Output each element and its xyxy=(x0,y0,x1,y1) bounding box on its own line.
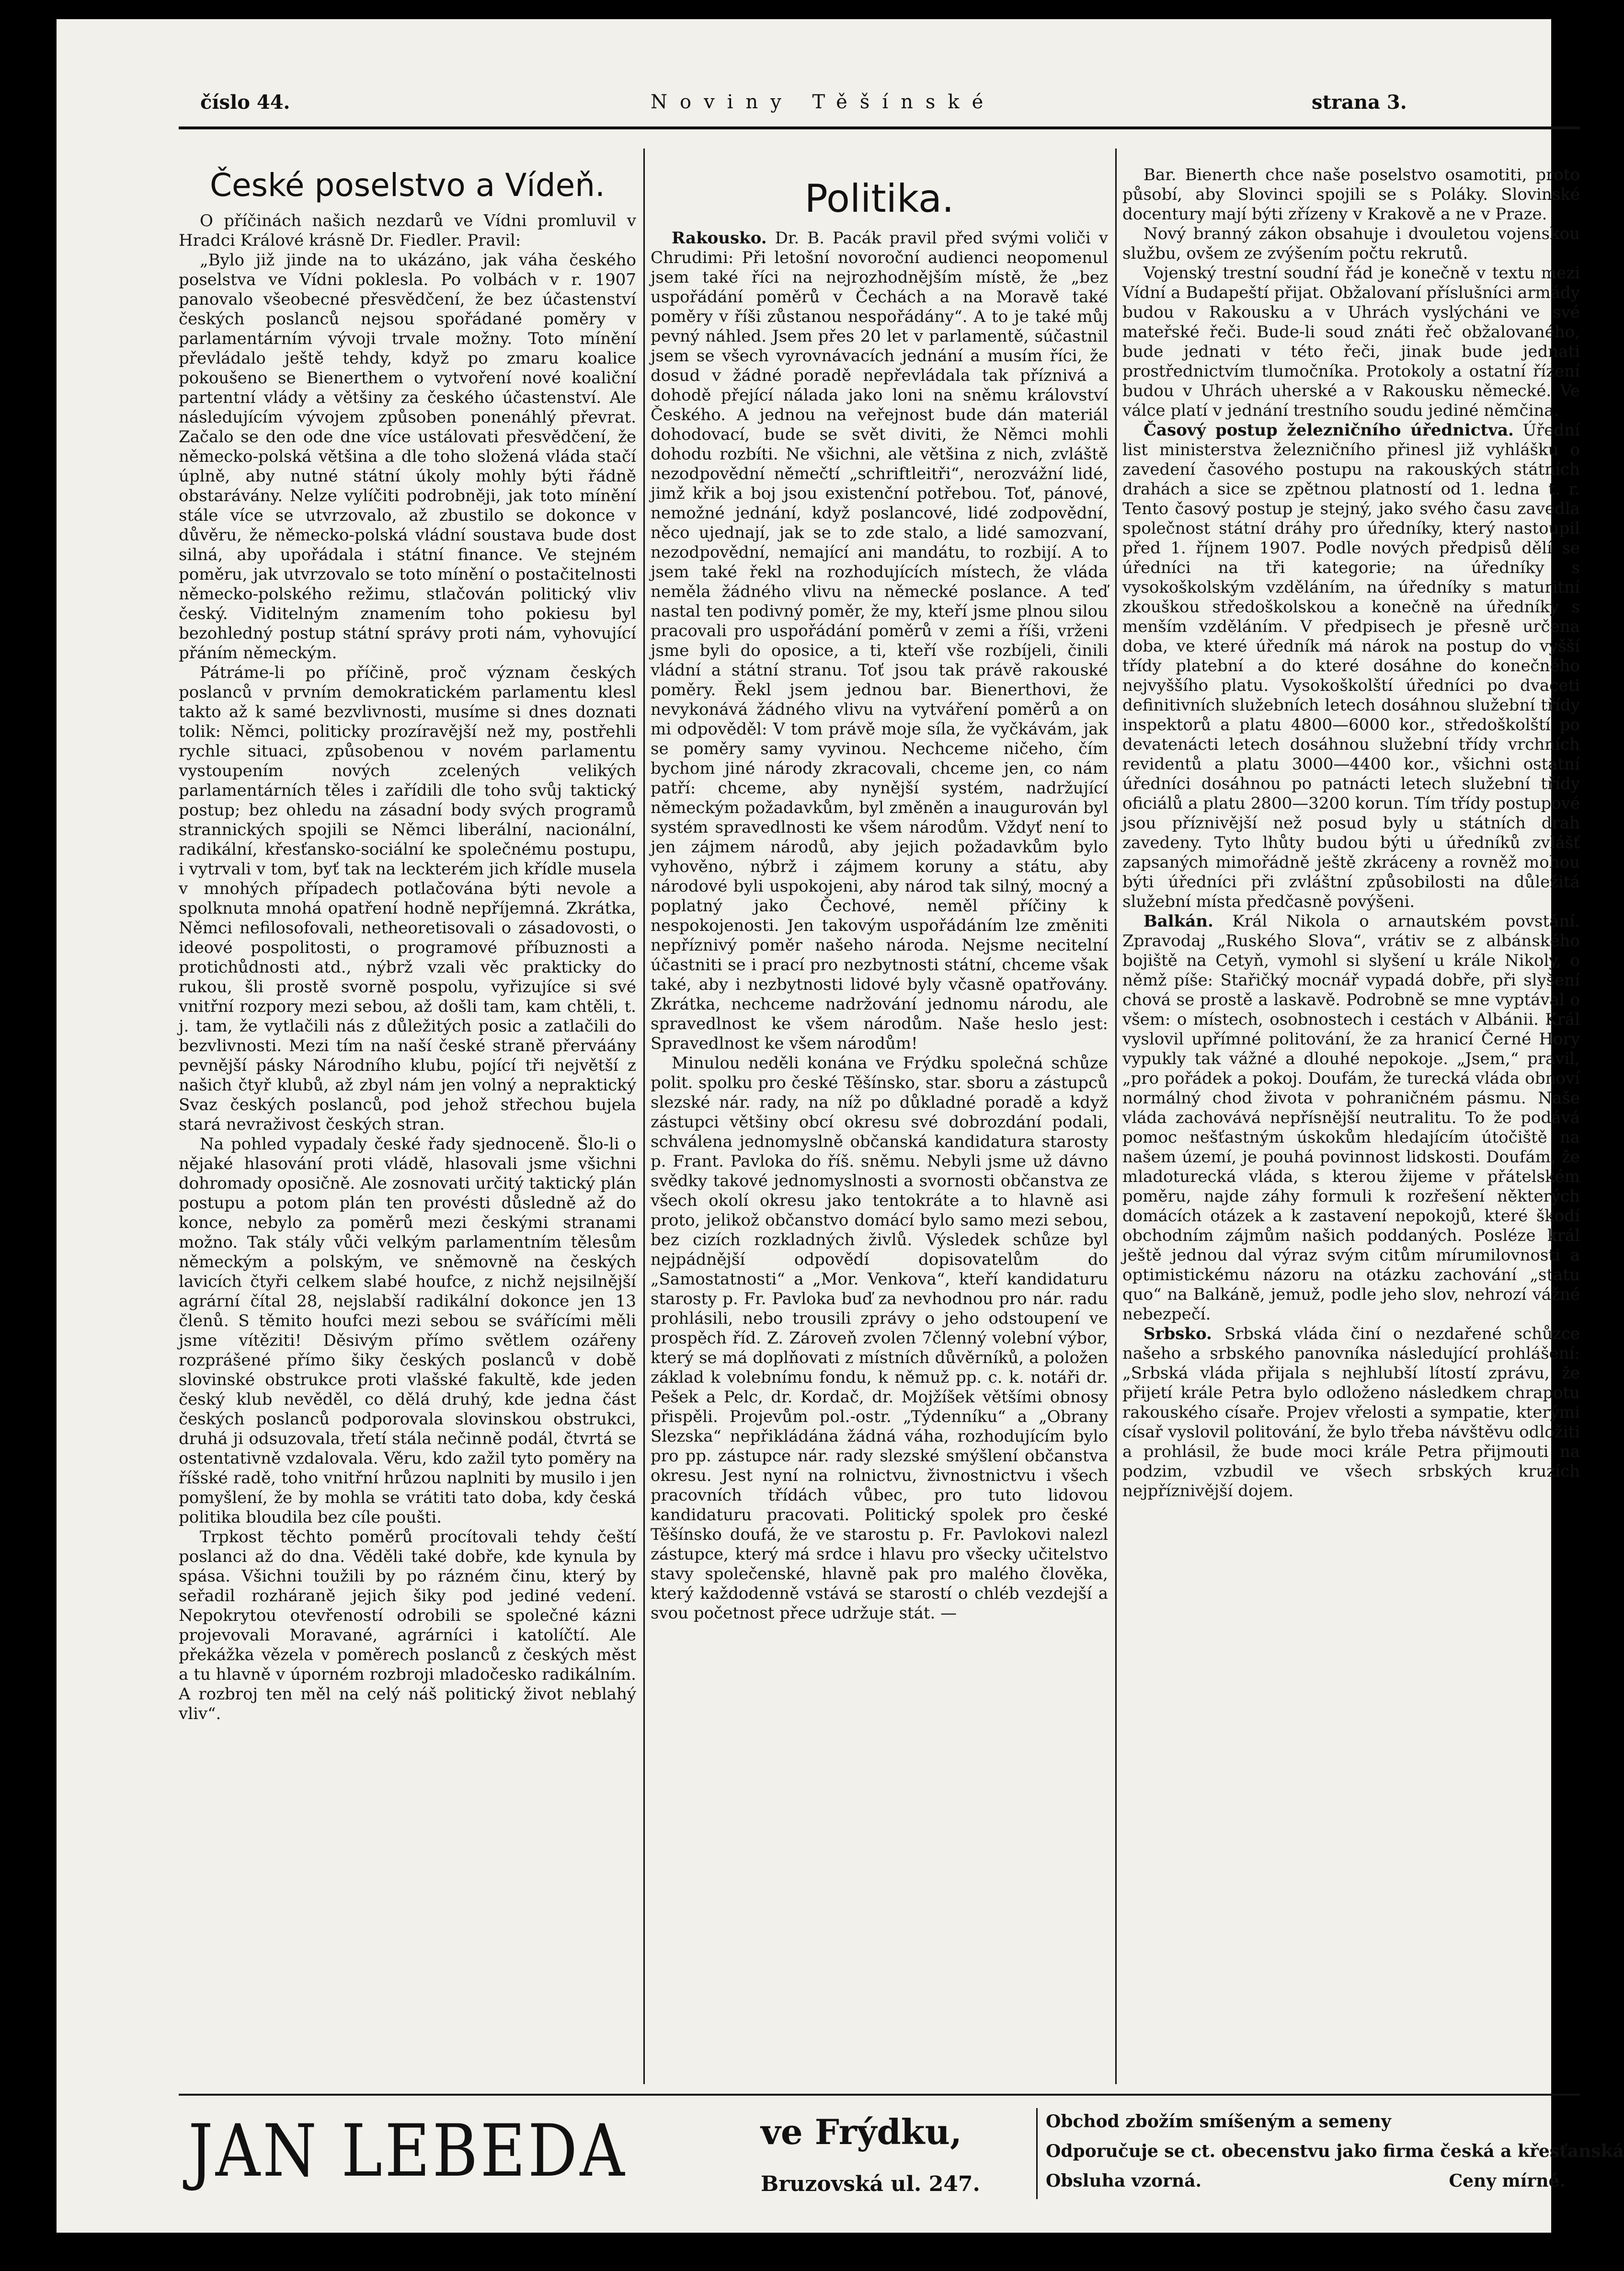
paragraph-lead: Srbsko. xyxy=(1144,1324,1212,1343)
paragraph-text: Král Nikola o arnautském povstání. Zpravodaj „Ruského Slova“, vrátiv se z albánského bojiště na Cetyň, vymohl si slyšení u krále Nikoly, o němž píše: Stařičký mocnář vypadá dobře, při slyšení chová se prostě a laskavě. Podrobně se mne vyptával o všem: o místech, osobnostech i cestách v Albánii. Král vyslovil upřímné politování, že za hranicí Černé Hory vypukly tak vážné a dlouhé nepokoje. „Jsem,“ pravil, „pro pořádek a pokoj. Doufám, že turecká vláda obnoví normálný chod života v pohraničném pásmu. Naše vláda zachovává nepřísnější neutralitu. To že podává pomoc nešťastným úskokům hledajícím útočiště na našem území, je pouhá povinnost lidskosti. Doufám, že mladoturecká vláda, s kterou žijeme v přátelském poměru, najde záhy formuli k rozřešení některých domácích otázek a k zastavení nepokojů, které škodí obchodním zájmům našich poddaných. Posléze král ještě jednou dal výraz svým citům mírumilovnosti a optimistickému názoru na otázku zachování „statu quo“ na Balkáně, jemuž, podle jeho slov, nehrozí vážné nebezpečí. xyxy=(1122,912,1580,1324)
article-paragraph: Trpkost těchto poměrů procítovali tehdy čeští poslanci až do dna. Věděli také dobře, kde kynula by spása. Všichni toužili by po rázném činu, který by seřadil rozháraně jejich šiky pod jediné vedení. Nepokrytou otevřeností odrobili se společné kázni projevovali Moravané, agrárníci i katolíčtí. Ale překážka vězela v poměrech poslanců z českých měst a tu hlavně v úporném rozbroji mladočesko radikálním. A rozbroj ten měl na celý náš politický život neblahý vliv“. xyxy=(179,1527,636,1723)
news-paragraph xyxy=(1122,224,1580,264)
column-rule-2 xyxy=(1115,149,1117,2084)
paragraph-text: Úřední list ministerstva železničního přinesl již vyhlášku o zavedení časového postupu na rakouských státních drahách a sice se zpětnou platností od 1. ledna t. r. Tento časový postup je stejný, jako svého času zavedla společnost státní dráhy pro úředníky, který nastoupil před 1. říjnem 1907. Podle nových předpisů dělí se úředníci na tři kategorie; na úředníky s vysokoškolským vzděláním, na úředníky s maturitní zkouškou středoškolskou a konečně na úředníky s menším vzděláním. V předpisech je přesně určena doba, ve které úředník má nárok na postup do vyšší třídy platební a do které dosáhne do konečného nejvyššího platu. Vysokoškolští úředníci po dvaceti definitivních služebních letech dosáhnou služební třídy inspektorů a platu 4800—6000 kor., středoškolští po devatenácti letech dosáhnou služební třídy vrchních revidentů a platu 3000—4400 kor., všichni ostatní úředníci dosáhnou po patnácti letech služební třídy oficiálů a platu 2800—3200 korun. Tím třídy postupové jsou příznivější než posud byly u státních drah zavedeny. Tyto lhůty budou býti u úředníků zvlášť zapsaných mimořádně ještě zkráceny a rovněž mohou býti úředníci při zvláštní způsobilosti na důležitá služební místa předčasně povýšeni. xyxy=(1122,421,1580,911)
paragraph-lead: Rakousko. xyxy=(672,229,767,248)
newspaper-page xyxy=(57,19,1624,2233)
masthead-title: Noviny Těšínské xyxy=(651,91,996,113)
ad-divider xyxy=(1036,2108,1038,2199)
article-paragraph: Pátráme-li po příčině, proč význam českých poslanců v prvním demokratickém parlamentu klesl takto až k samé bezvlivnosti, musíme si dnes doznati tolik: Němci, politicky prozíravější než my, postřehli rychle situaci, způsobenou v novém parlamentu vystoupením nových zcelených velikých parlamentárních těles i zařídili dle toho svůj taktický postup; bez ohledu na zásadní body svých programů strannických spojili se Němci liberální, nacionální, radikální, křesťansko-sociální ke společnému postupu, i vytrvali v tom, byť tak na leckterém jich křídle musela v mnohých případech potlačována býti nevole a spolknuta mnohá opatření hodně nepříjemná. Zkrátka, Němci nefilosofovali, netheoretisovali o zásadovosti, o ideové pospolitosti, o programové příbuznosti a protichůdnosti atd., nýbrž vzali věc prakticky do rukou, šli prostě svorně pospolu, vyřizujíce si své vnitřní rozpory mezi sebou, až došli tam, kam chtěli, t. j. tam, že vytlačili nás z důležitých posic a zatlačili do bezvlivnosti. Mezi tím na naší české straně přerváány pevnější pásky Národního klubu, pojící tři největší z našich čtyř klubů, až zbyl nám jen volný a nepraktický Svaz českých poslanců, pod jehož střechou bujela stará nevraživost českých stran. xyxy=(179,663,636,1134)
ad-address: Bruzovská ul. 247. xyxy=(761,2172,980,2196)
paragraph-text: Srbská vláda činí o nezdařené schůzce našeho a srbského panovníka následující prohlášení: „Srbská vláda přijala s nejhlubší lítostí zprávu, že přijetí krále Petra bylo odloženo následkem chrapotu rakouského císaře. Projev vřelosti a sympatie, kterými císař vyslovil politování, že bylo třeba návštěvu odložiti a prohlásil, že bude moci krále Petra přijmouti na podzim, vzbudil ve všech srbských kruzích nejpříznivější dojem. xyxy=(1122,1324,1580,1501)
page-number: strana 3. xyxy=(1312,91,1407,114)
ad-line: Odporučuje se ct. obecenstvu jako firma česká a křesťanská xyxy=(1046,2141,1624,2161)
paragraph-text: Bar. Bienerth chce naše poselstvo osamotiti, proto působí, aby Slovinci spojili se s Poláky. Slovinské docentury mají býti zřízeny v Krakově a ne v Praze. xyxy=(1122,165,1580,224)
paragraph-text: Nový branný zákon obsahuje i dvouletou vojenskou službu, ovšem ze zvýšením počtu rekrutů. xyxy=(1122,224,1580,263)
ad-merchant-name: JAN LEBEDA xyxy=(188,2110,627,2193)
news-paragraph xyxy=(1122,912,1580,1324)
section-heading-politika: Politika. xyxy=(804,176,954,221)
paragraph-lead: Časový postup železničního úřednictva. xyxy=(1144,421,1514,440)
paragraph-lead: Balkán. xyxy=(1144,912,1213,931)
news-paragraph xyxy=(1122,264,1580,421)
article-paragraph: Na pohled vypadaly české řady sjednoceně. Šlo-li o nějaké hlasování proti vládě, hlasovali jsme všichni dohromady oposičně. Ale zosnovati určitý taktický plán postupu a potom plán ten provésti důsledně až do konce, nebylo za poměrů mezi českými stranami možno. Tak stály vůči velkým parlamentním tělesům německým a polským, ve sněmovně na českých lavicích čtyři celkem slabé houfce, z nichž nejsilnější agrární čítal 28, nejslabší radikální dokonce jen 13 členů. S těmito houfci mezi sebou se svářícími měli jsme vítěziti! Děsivým přímo světlem ozářeny rozprášené přímo šiky českých poslanců v době slovinské obstrukce proti vlašské fakultě, kde jeden český klub nevěděl, co dělá druhý, kde jedna část českých poslanců podporovala slovinskou obstrukci, druhá ji odsuzovala, třetí stála nečinně podál, čtvrtá se ostentativně vzdalovala. Věru, kdo zažil tyto poměry na říšské radě, toho vnitřní hrůzou naplniti by musilo i jen pomyšlení, že by mohla se vrátiti tato doba, kdy česká politika bloudila bez cíle poušti. xyxy=(179,1135,636,1527)
ad-line: Obchod zbožím smíšeným a semeny xyxy=(1046,2111,1391,2132)
article-paragraph: O příčinách našich nezdarů ve Vídni promluvil v Hradci Králové krásně Dr. Fiedler. Pravil: xyxy=(179,211,636,250)
ad-line: Obsluha vzorná. xyxy=(1046,2171,1202,2191)
paragraph-text: Dr. B. Pacák pravil před svými voliči v Chrudimi: Při letošní novoroční audienci neopomenul jsem také říci na nejrozhodnějším místě, že „bez uspořádání poměrů v Čechách a na Moravě také poměry v říši zůstanou nespořádány“. A to je také můj pevný náhled. Jsem přes 20 let v parlamentě, súčastnil jsem se všech vyrovnávacích jednání a musím říci, že dosud v žádné poradě nepřevládala tak příznivá a dohodě přející nálada jako loni na sněmu království Českého. A jednou na veřejnost bude dán materiál dohodovací, bude se svět diviti, že Němci mohli dohodu rozbíti. Ne všichni, ale většina z nich, zvláště nezodpovědní němečtí „schriftleitři“, nerozvážní lidé, jimž křik a boj jsou existenční potřebou. Toť, pánové, nemožné jednání, když poslancové, lidé zodpovědní, něco ujednají, jak se to zde stalo, a lidé samozvaní, nezodpovědní, nemající ani mandátu, to rozbijí. A to jsem také řekl na rozhodujících místech, že vláda neměla žádného vlivu na německé poslance. A teď nastal ten podivný poměr, že my, kteří jsme plnou silou pracovali pro uspořádání poměrů v zemi a říši, vrženi jsme byli do oposice, a ti, kteří vše rozbíjeli, činili vládní a státní stranu. Toť jsou tak právě rakouské poměry. Řekl jsem jednou bar. Bienerthovi, že nevykonává žádného vlivu na vytváření poměrů a on mi odpověděl: V tom právě moje síla, že vyčkávám, jak se poměry samy vyvinou. Nechceme ničeho, čím bychom jiné národy zkracovali, chceme jen, co nám patří: chceme, aby nynější systém, nadržující německým požadavkům, byl změněn a inaugurován byl systém spravedlnosti ke všem národům. Vždyť není to jen zájmem národů, aby jejich požadavkům bylo vyhověno, nýbrž i zájmem koruny a státu, aby národové byli uspokojeni, aby národ tak silný, mocný a poplatný jako Čechové, neměl příčiny k nespokojenosti. Jen takovým uspořádáním lze změniti nepříznivý poměr našeho národa. Nejsme necitelní účastniti se i prací pro nezbytnosti státní, chceme však také, aby i nezbytnosti lidové byly včasně opatřovány. Zkrátka, nechceme nadržování jednomu národu, ale spravedlnost ke všem národům. Naše heslo jest: Spravedlnost ke všem národům! xyxy=(651,229,1108,1053)
column-left xyxy=(179,165,636,2096)
header-rule xyxy=(179,126,1580,129)
column-right xyxy=(1122,165,1580,2096)
article-paragraph: „Bylo již jinde na to ukázáno, jak váha českého poselstva ve Vídni poklesla. Po volbách v r. 1907 panovalo všeobecné přesvědčení, že bez účastenství českých poslanců nejsou spořádané poměry v parlamentárním vývoji trvale možny. Toto mínění převládalo ještě tehdy, když po zmaru koalice pokoušeno se Bienerthem o vytvoření nové koaliční partentní vlády a většiny za českého účastenství. Ale následujícím vývojem způsoben ponenáhlý převrat. Začalo se den ode dne více ustálovati přesvědčení, že německo-polská většina a dle toho složená vláda stačí úplně, aby nutné státní úkoly mohly býti řádně obstarávány. Nelze vylíčiti podrobněji, jak toto mínění stále více se utvrzovalo, až zbustilo se dokonce v důvěru, že německo-polská vládní soustava bude dost silná, aby upořádala i státní finance. Ve stejném poměru, jak utvrzovalo se toto mínění o postačitelnosti německo-polského režimu, stlačován politický vliv český. Viditelným znamením toho pokiesu byl bezohledný postup státní správy proti nám, vyhovující přáním německým. xyxy=(179,251,636,663)
column-rule-1 xyxy=(643,149,645,2084)
news-paragraph xyxy=(1122,1324,1580,1501)
paragraph-text: Minulou neděli konána ve Frýdku společná schůze polit. spolku pro české Těšínsko, star. sboru a zástupců slezské nár. rady, na níž po důkladné poradě a když zástupci většiny obcí okresu své dobrozdání podali, schválena jednomyslně občanská kandidatura starosty p. Frant. Pavloka do říš. sněmu. Nebyli jsme už dávno svědky takové jednomyslnosti a svornosti občanstva ze všech okolí okresu jako tentokráte a to hlavně asi proto, jelikož občanstvo domácí bylo samo mezi sebou, bez cizích rozkladných živlů. Výsledek schůze byl nejpádnější odpovědí dopisovatelům do „Samostatnosti“ a „Mor. Venkova“, kteří kandidaturu starosty p. Fr. Pavloka buď za nevhodnou pro nár. radu prohlásili, nebo trousili zprávy o jeho odstoupení ve prospěch říd. Z. Zároveň zvolen 7členný volební výbor, který se má doplňovati z místních důvěrníků, a položen základ k volebnímu fondu, k němuž pp. c. k. notáři dr. Pešek a Pelc, dr. Kordač, dr. Mojžíšek většími obnosy přispěli. Projevům pol.-ostr. „Týdenníku“ a „Obrany Slezska“ nepřikládána žádná váha, rozhodujícím bylo pro pp. zástupce nár. rady slezské smýšlení občanstva okresu. Jest nyní na rolnictvu, živnostnictvu i všech pracovních třídách vůbec, pro tuto lidovou kandidaturu pracovati. Politický spolek pro české Těšínsko doufá, že ve starostu p. Fr. Pavlokovi nalezl zástupce, který má srdce i hlavu pro všecky učitelstvo stavy společenské, hlavně pak pro malého člověka, který každodenně vstává se starostí o chléb vezdejší a svou početnost přece udržuje stát. — xyxy=(651,1054,1108,1623)
column-middle xyxy=(651,165,1108,2096)
news-paragraph xyxy=(651,229,1108,1054)
news-paragraph xyxy=(1122,421,1580,912)
paragraph-text: Vojenský trestní soudní řád je konečně v textu mezi Vídní a Budapeští přijat. Obžalovaní příslušníci armády budou v Rakousku a v Uhrách vyslýcháni ve své mateřské řeči. Bude-li soud znáti řeč obžalovaného, bude jednati v této řeči, jinak bude jednati prostřednictvím tlumočníka. Protokoly a ostatní řízení budou v Uhrách uherské a v Rakousku německé. Ve válce platí v jednání trestního soudu jediné němčina. xyxy=(1122,264,1580,420)
article-headline: České poselstvo a Vídeň. xyxy=(209,167,606,204)
issue-number: číslo 44. xyxy=(200,91,290,114)
ad-town: ve Frýdku, xyxy=(761,2111,962,2152)
advertisement xyxy=(179,2101,1624,2206)
ad-line: Ceny mírné. xyxy=(1449,2171,1566,2191)
news-paragraph xyxy=(651,1054,1108,1623)
news-paragraph xyxy=(1122,165,1580,224)
